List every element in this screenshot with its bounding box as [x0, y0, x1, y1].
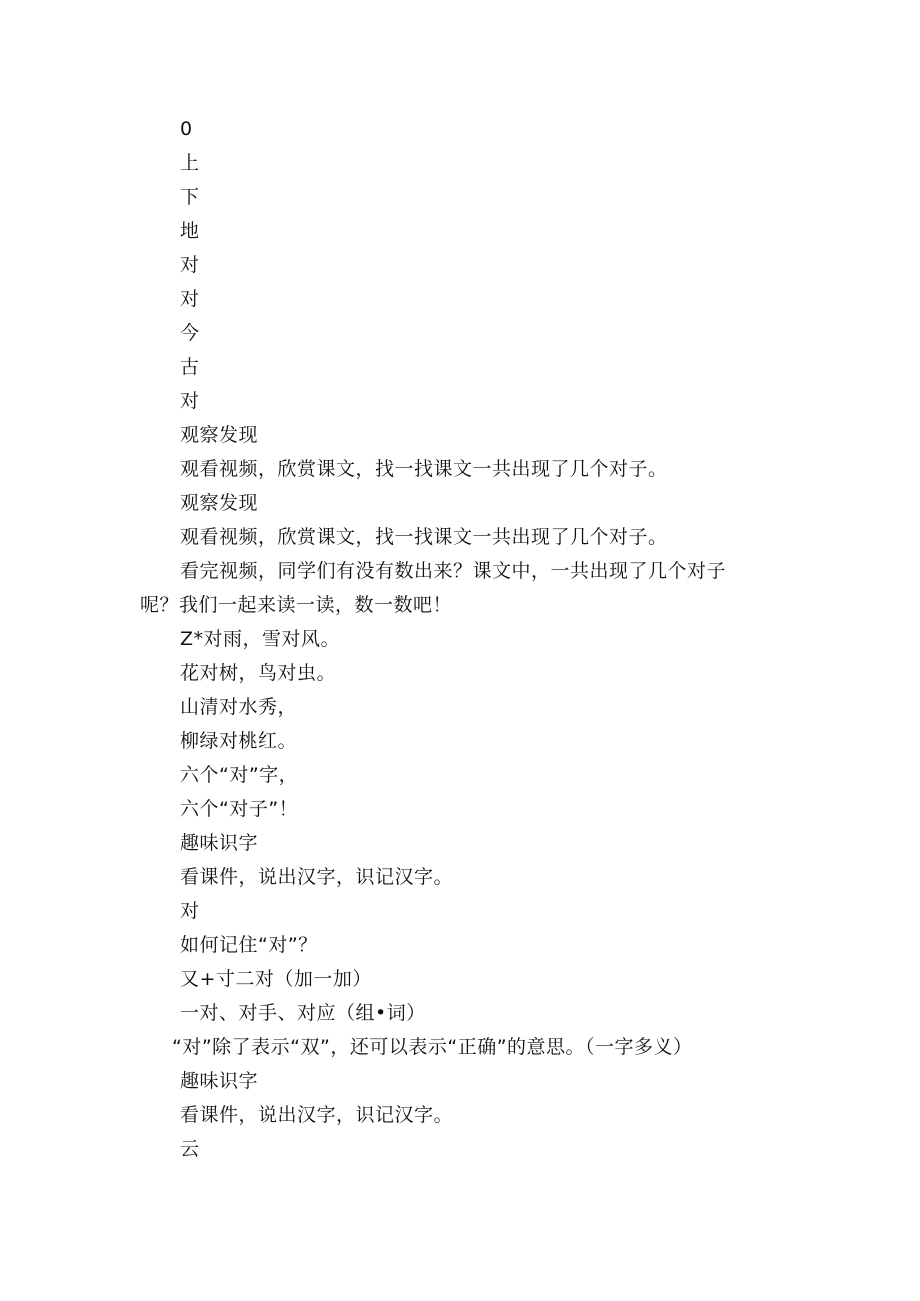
text-line: 又+寸二对（加一加）: [180, 968, 372, 990]
verse-line: 六个“对子”！: [180, 798, 299, 820]
instruction-line: 看课件，说出汉字，识记汉字。: [180, 1104, 454, 1126]
text-line: 地: [180, 220, 200, 242]
text-line: 今: [180, 322, 200, 344]
section-heading: 趣味识字: [180, 832, 259, 854]
verse-line: 六个“对”字，: [180, 764, 299, 786]
text-line: 对: [180, 288, 200, 310]
question-line: 如何记住“对”？: [180, 934, 318, 956]
text-line: 0: [180, 118, 193, 140]
section-heading: 观察发现: [180, 492, 259, 514]
text-line: 下: [180, 186, 200, 208]
body-paragraph: 看完视频，同学们有没有数出来？课文中，一共出现了几个对子呢？我们一起来读一读，数一数吧！: [140, 560, 727, 616]
character-line: 对: [180, 900, 200, 922]
section-heading: 观察发现: [180, 424, 259, 446]
instruction-line: 看课件，说出汉字，识记汉字。: [180, 866, 454, 888]
verse-line: 山清对水秀，: [180, 696, 298, 718]
text-line: “对”除了表示“双”，还可以表示“正确”的意思。（一字多义）: [172, 1036, 693, 1058]
instruction-line: 观看视频，欣赏课文，找一找课文一共出现了几个对子。: [180, 458, 668, 480]
text-line: 上: [180, 152, 200, 174]
instruction-line: 观看视频，欣赏课文，找一找课文一共出现了几个对子。: [180, 526, 668, 548]
verse-line: 柳绿对桃红。: [180, 730, 298, 752]
text-line: 古: [180, 356, 200, 378]
text-line: 对: [180, 254, 200, 276]
verse-line: Z*对雨，雪对风。: [180, 628, 341, 650]
section-heading: 趣味识字: [180, 1070, 259, 1092]
verse-line: 花对树，鸟对虫。: [180, 662, 337, 684]
character-line: 云: [180, 1138, 200, 1160]
text-line: 一对、对手、对应（组•词）: [180, 1002, 426, 1024]
document-body: [140, 112, 780, 1166]
text-line: 对: [180, 390, 200, 412]
